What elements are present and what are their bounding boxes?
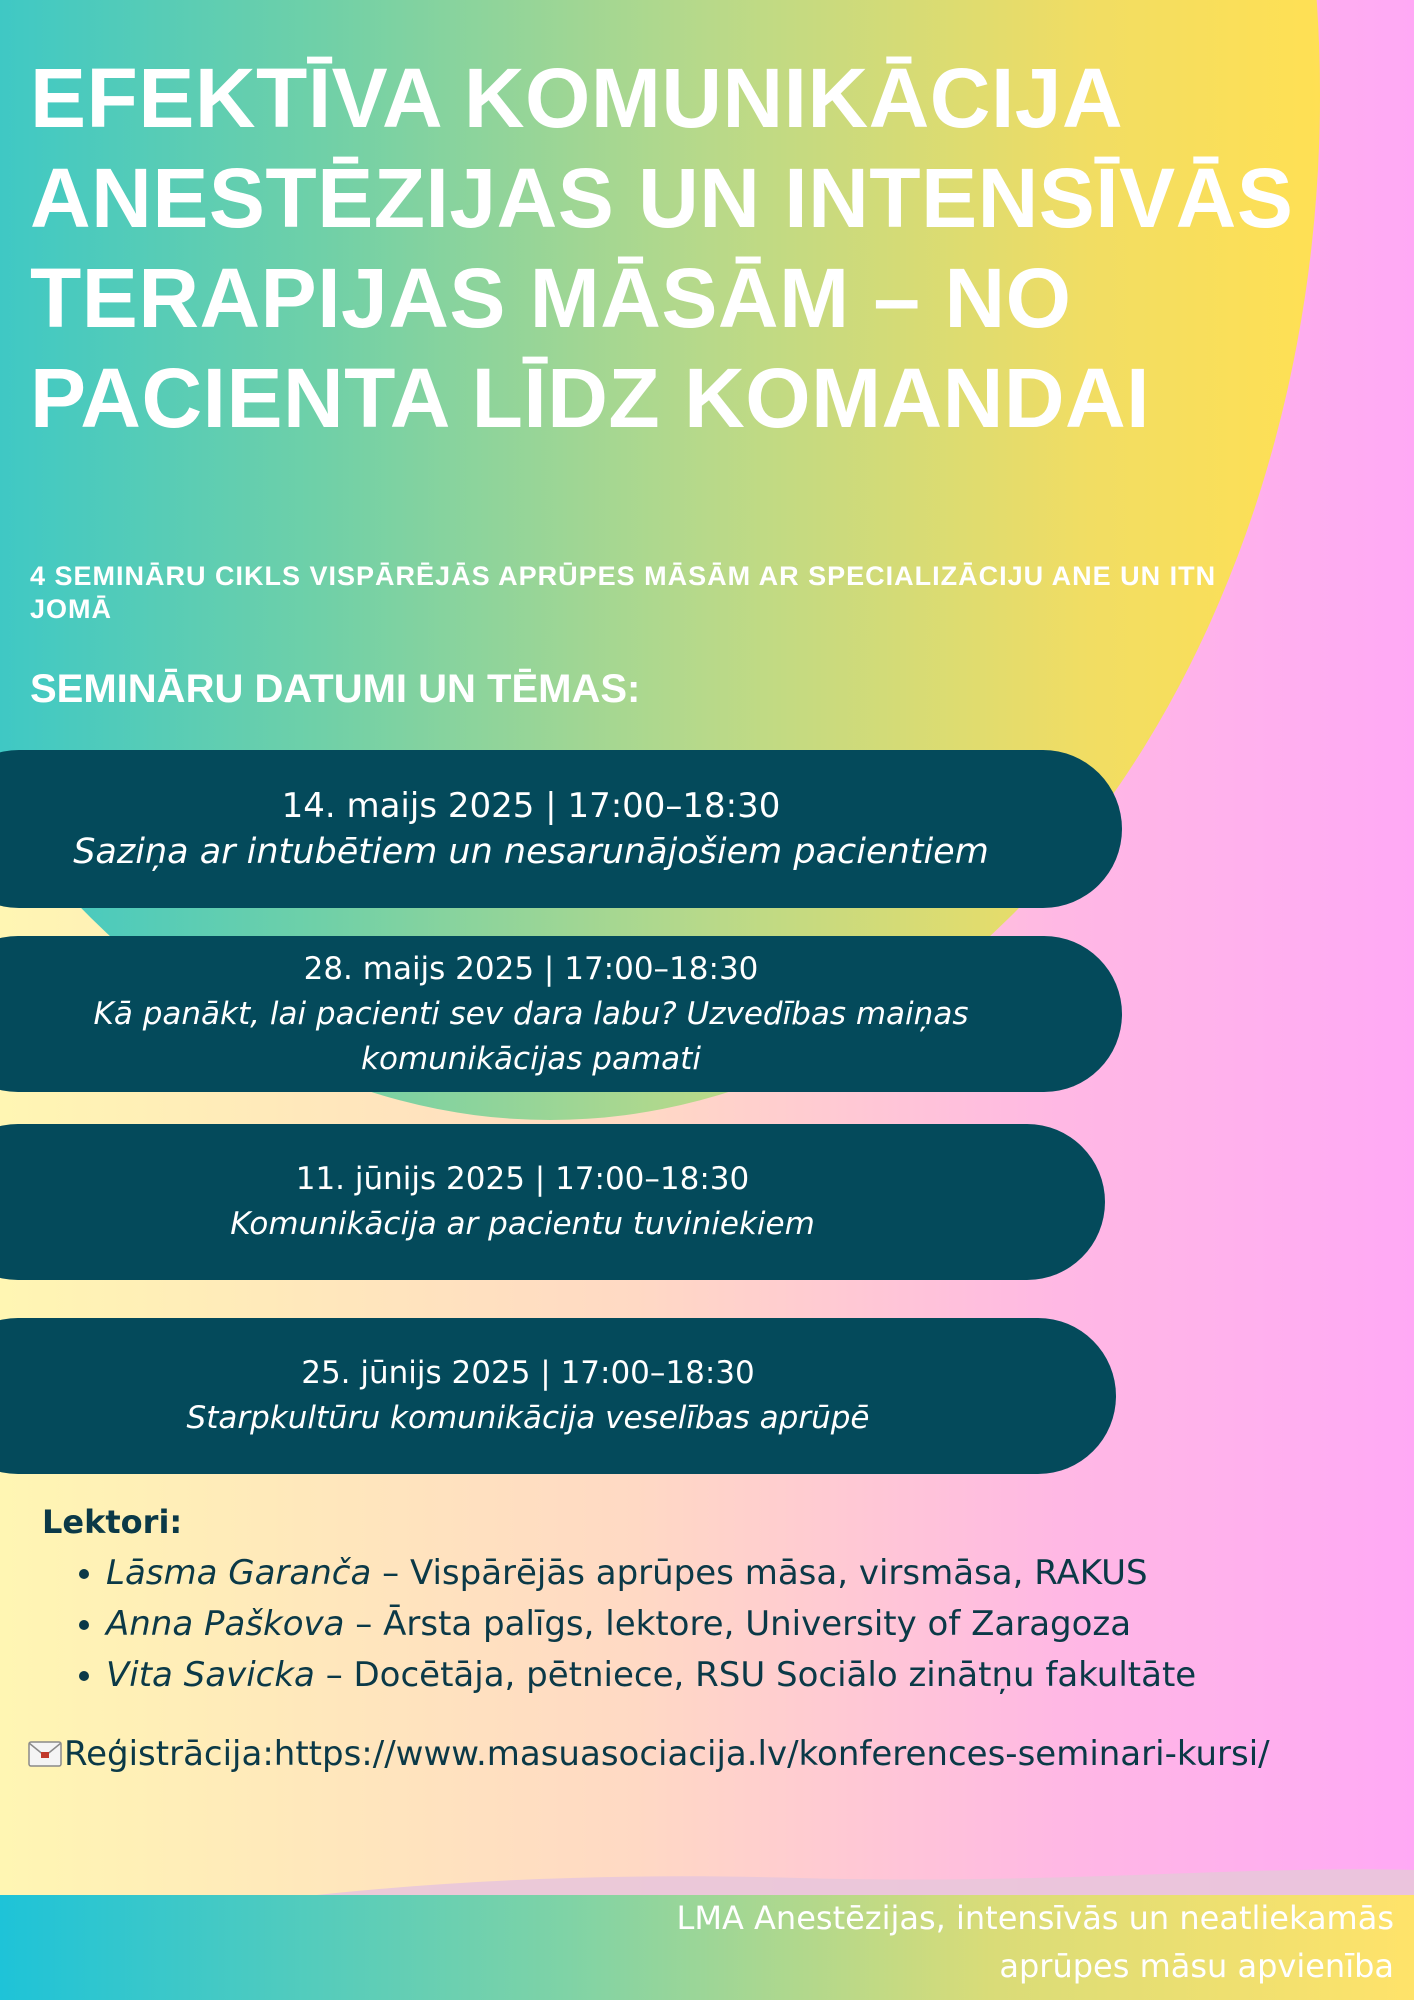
- seminar-topic: Starpkultūru komunikācija veselības aprūpē: [186, 1400, 870, 1436]
- lecturer-role: – Ārsta palīgs, lektore, University of Zaragoza: [344, 1604, 1132, 1644]
- organizer-name: [494, 1894, 1394, 1990]
- lecturer-name: Vita Savicka: [106, 1655, 315, 1695]
- lecturer-name: Lāsma Garanča: [106, 1553, 372, 1593]
- seminar-topic: Komunikācija ar pacientu tuviniekiem: [230, 1206, 815, 1242]
- section-heading: SEMINĀRU DATUMI UN TĒMAS:: [30, 667, 641, 711]
- envelope-icon: [28, 1741, 62, 1767]
- registration-line: [28, 1730, 1398, 1778]
- seminar-item-4: [0, 1318, 1116, 1474]
- seminar-date: 11. jūnijs 2025 | 17:00–18:30: [295, 1161, 750, 1197]
- list-item: [106, 1599, 1382, 1650]
- lecturer-role: – Docētāja, pētniece, RSU Sociālo zinātņu fakultāte: [314, 1655, 1197, 1695]
- lecturers-list: [42, 1548, 1382, 1701]
- seminar-item-1: [0, 750, 1122, 908]
- lecturers-heading: Lektori:: [42, 1503, 183, 1541]
- lecturer-name: Anna Paškova: [106, 1604, 345, 1644]
- lecturer-role: – Vispārējās aprūpes māsa, virsmāsa, RAKUS: [371, 1553, 1148, 1593]
- list-item: [106, 1548, 1382, 1599]
- registration-label: Reģistrācija:: [64, 1734, 274, 1774]
- seminar-date: 28. maijs 2025 | 17:00–18:30: [303, 950, 759, 987]
- seminar-item-3: [0, 1124, 1105, 1280]
- lecturers-section: [42, 1500, 1382, 1701]
- seminar-item-2: [0, 936, 1122, 1092]
- organizer-line-2: aprūpes māsu apvienība: [999, 1947, 1394, 1985]
- organizer-line-1: LMA Anestēzijas, intensīvās un neatliekamās: [676, 1899, 1394, 1937]
- seminar-topic: Saziņa ar intubētiem un nesarunājošiem pacientiem: [73, 832, 989, 872]
- poster-title: EFEKTĪVA KOMUNIKĀCIJA ANESTĒZIJAS UN INTENSĪVĀS TERAPIJAS MĀSĀM – NO PACIENTA LĪDZ KOMANDAI: [30, 51, 1294, 445]
- seminar-date: 25. jūnijs 2025 | 17:00–18:30: [301, 1355, 755, 1391]
- list-item: [106, 1650, 1382, 1701]
- seminar-date: 14. maijs 2025 | 17:00–18:30: [281, 786, 781, 826]
- registration-link[interactable]: https://www.masuasociacija.lv/konferences-seminari-kursi/: [273, 1734, 1270, 1774]
- poster-subtitle: 4 SEMINĀRU CIKLS VISPĀRĒJĀS APRŪPES MĀSĀM AR SPECIALIZĀCIJU ANE UN ITN JOMĀ: [30, 561, 1217, 624]
- seminar-topic: Kā panākt, lai pacienti sev dara labu? Uzvedības maiņas komunikācijas pamati: [93, 995, 969, 1077]
